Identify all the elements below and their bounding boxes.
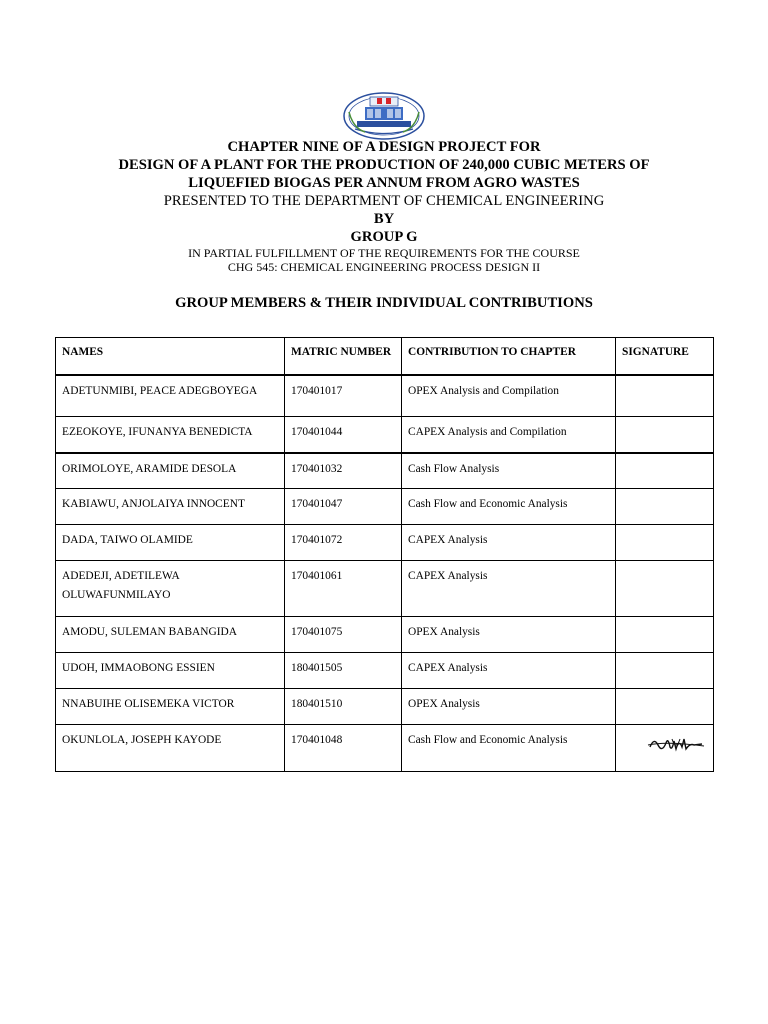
matric-number: 170401032	[285, 453, 402, 489]
presented-to-line: PRESENTED TO THE DEPARTMENT OF CHEMICAL ENGINEERING	[163, 193, 605, 209]
table-row	[56, 617, 714, 653]
member-name: KABIAWU, ANJOLAIYA INNOCENT	[56, 489, 285, 525]
handwritten-signature-icon	[646, 733, 706, 755]
signature-cell	[616, 689, 714, 725]
signature-cell	[616, 617, 714, 653]
contribution: OPEX Analysis	[402, 689, 616, 725]
table-row	[56, 525, 714, 561]
by-line: BY	[373, 211, 395, 227]
member-name: OKUNLOLA, JOSEPH KAYODE	[56, 725, 285, 772]
signature-cell	[616, 525, 714, 561]
matric-number: 170401044	[285, 417, 402, 453]
matric-number: 180401505	[285, 653, 402, 689]
member-name: DADA, TAIWO OLAMIDE	[56, 525, 285, 561]
signature-cell	[616, 561, 714, 617]
contribution: Cash Flow and Economic Analysis	[402, 725, 616, 772]
contributions-table	[55, 337, 714, 772]
signature-cell	[616, 653, 714, 689]
column-header-signature: SIGNATURE	[616, 338, 714, 375]
contribution: Cash Flow Analysis	[402, 453, 616, 489]
table-row	[56, 689, 714, 725]
member-name: EZEOKOYE, IFUNANYA BENEDICTA	[56, 417, 285, 453]
signature-cell	[616, 725, 714, 772]
matric-number: 170401048	[285, 725, 402, 772]
member-name: ORIMOLOYE, ARAMIDE DESOLA	[56, 453, 285, 489]
member-name: ADETUNMIBI, PEACE ADEGBOYEGA	[56, 375, 285, 417]
signature-cell	[616, 375, 714, 417]
table-row	[56, 653, 714, 689]
column-header-names: NAMES	[56, 338, 285, 375]
table-row	[56, 417, 714, 453]
title-block	[0, 138, 768, 274]
table-row	[56, 561, 714, 617]
matric-number: 170401047	[285, 489, 402, 525]
member-name: AMODU, SULEMAN BABANGIDA	[56, 617, 285, 653]
contribution: OPEX Analysis and Compilation	[402, 375, 616, 417]
contribution: Cash Flow and Economic Analysis	[402, 489, 616, 525]
title-line: DESIGN OF A PLANT FOR THE PRODUCTION OF 240,000 CUBIC METERS OF	[118, 157, 650, 173]
table-row	[56, 489, 714, 525]
table-row	[56, 725, 714, 772]
contribution: OPEX Analysis	[402, 617, 616, 653]
group-name: GROUP G	[350, 229, 418, 245]
matric-number: 170401061	[285, 561, 402, 617]
member-name: NNABUIHE OLISEMEKA VICTOR	[56, 689, 285, 725]
contribution: CAPEX Analysis	[402, 525, 616, 561]
signature-cell	[616, 489, 714, 525]
member-name: ADEDEJI, ADETILEWA OLUWAFUNMILAYO	[56, 561, 285, 617]
signature-cell	[616, 453, 714, 489]
section-heading: GROUP MEMBERS & THEIR INDIVIDUAL CONTRIBUTIONS	[175, 295, 593, 311]
university-crest-icon	[343, 92, 425, 140]
matric-number: 170401072	[285, 525, 402, 561]
member-name: UDOH, IMMAOBONG ESSIEN	[56, 653, 285, 689]
contribution: CAPEX Analysis	[402, 653, 616, 689]
matric-number: 170401075	[285, 617, 402, 653]
title-line: LIQUEFIED BIOGAS PER ANNUM FROM AGRO WASTES	[188, 175, 580, 191]
table-header-row	[56, 338, 714, 375]
signature-cell	[616, 417, 714, 453]
matric-number: 180401510	[285, 689, 402, 725]
matric-number: 170401017	[285, 375, 402, 417]
table-row	[56, 453, 714, 489]
contribution: CAPEX Analysis	[402, 561, 616, 617]
table-row	[56, 375, 714, 417]
column-header-matric: MATRIC NUMBER	[285, 338, 402, 375]
fulfillment-line: IN PARTIAL FULFILLMENT OF THE REQUIREMENTS FOR THE COURSE	[188, 246, 580, 260]
contribution: CAPEX Analysis and Compilation	[402, 417, 616, 453]
course-line: CHG 545: CHEMICAL ENGINEERING PROCESS DESIGN II	[227, 260, 541, 274]
column-header-contribution: CONTRIBUTION TO CHAPTER	[402, 338, 616, 375]
title-line: CHAPTER NINE OF A DESIGN PROJECT FOR	[227, 139, 541, 155]
